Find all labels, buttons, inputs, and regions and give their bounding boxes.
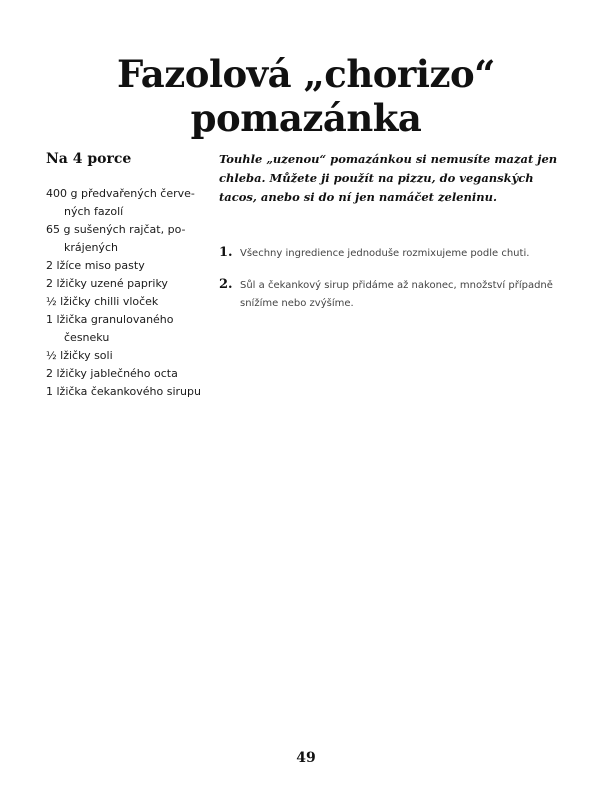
page-number: 49 [296, 750, 316, 766]
servings-heading: Na 4 porce [46, 151, 132, 167]
ingredient-item: 2 lžíce miso pasty [46, 259, 145, 272]
recipe-title-line-2: pomazánka [190, 96, 422, 140]
ingredient-item: 1 lžička čekankového sirupu [46, 385, 201, 398]
ingredient-item: ½ lžičky chilli vloček [46, 295, 159, 308]
ingredients-column [46, 150, 206, 401]
steps-list [219, 245, 575, 313]
step-text: Všechny ingredience jednoduše rozmixujeme podle chuti. [240, 248, 530, 259]
step-number: 1. [219, 245, 233, 260]
step-item [219, 245, 575, 263]
ingredient-item: 2 lžičky jablečného octa [46, 367, 178, 380]
method-column [219, 150, 575, 327]
step-text: Sůl a čekankový sirup přidáme až nakonec, množství případně snížíme nebo zvýšíme. [240, 280, 553, 309]
step-number: 2. [219, 277, 233, 292]
ingredient-item: 2 lžičky uzené papriky [46, 277, 168, 290]
recipe-title-line-1: Fazolová „chorizo“ [117, 52, 495, 96]
recipe-intro: Touhle „uzenou“ pomazánkou si nemusíte mazat jen chleba. Můžete ji použít na pizzu, do veganských tacos, anebo si do ní jen namáčet zeleninu. [219, 152, 558, 204]
ingredients-list [46, 185, 206, 401]
ingredient-item: 1 lžička granulovaného česneku [46, 313, 174, 344]
ingredient-item: 400 g předvařených červe-ných fazolí [46, 187, 195, 218]
step-item [219, 277, 575, 313]
ingredient-item: 65 g sušených rajčat, po-krájených [46, 223, 186, 254]
ingredient-item: ½ lžičky soli [46, 349, 113, 362]
